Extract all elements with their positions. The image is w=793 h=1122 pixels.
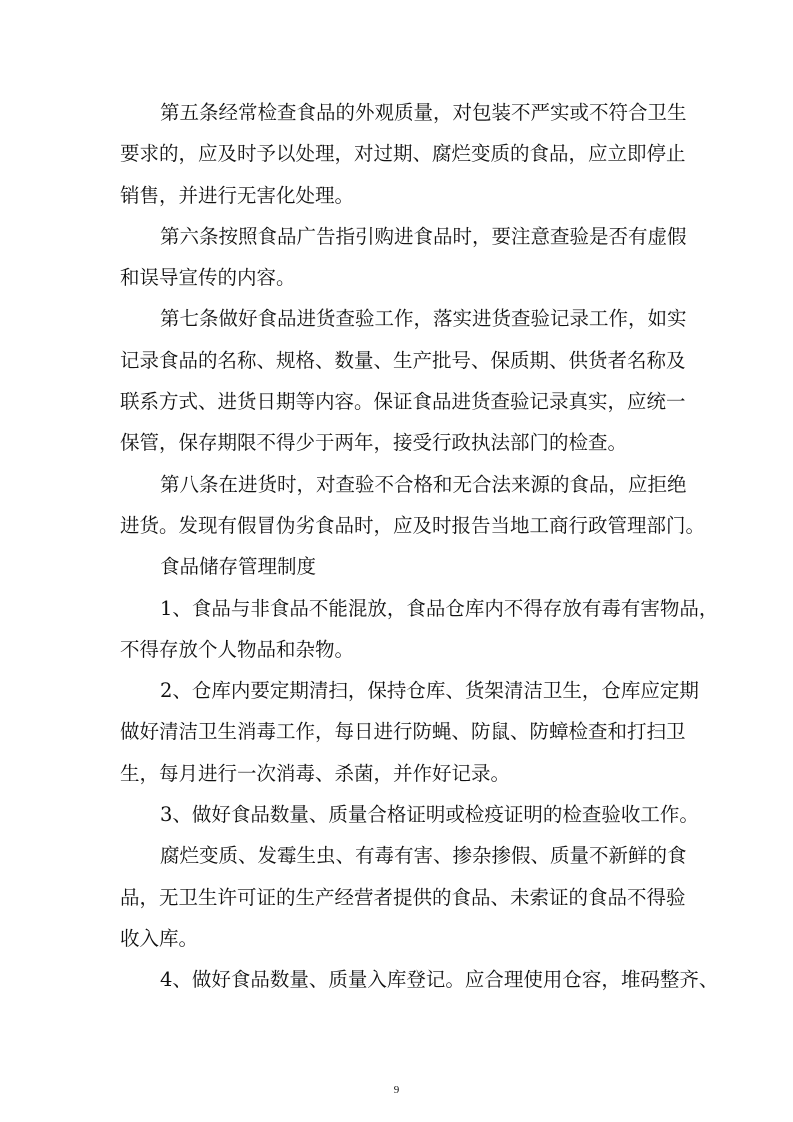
page-number: 9 [393,1084,400,1096]
text-line: 不得存放个人物品和杂物。 [120,637,355,661]
text-line: 1、食品与非食品不能混放，食品仓库内不得存放有毒有害物品， [160,596,719,620]
text-line: 第八条在进货时，对查验不合格和无合法来源的食品，应拒绝 [160,472,687,496]
text-line: 3、做好食品数量、质量合格证明或检疫证明的检查验收工作。 [160,803,699,827]
text-line: 品，无卫生许可证的生产经营者提供的食品、未索证的食品不得验 [120,885,686,909]
text-line: 食品储存管理制度 [160,555,317,579]
text-line: 联系方式、进货日期等内容。保证食品进货查验记录真实，应统一 [120,390,686,414]
text-line: 生，每月进行一次消毒、杀菌，并作好记录。 [120,761,511,785]
text-line: 保管，保存期限不得少于两年，接受行政执法部门的检查。 [120,431,628,455]
text-line: 腐烂变质、发霉生虫、有毒有害、掺杂掺假、质量不新鲜的食 [160,844,687,868]
text-line: 进货。发现有假冒伪劣食品时，应及时报告当地工商行政管理部门。 [120,513,706,537]
body-text [120,92,719,1001]
text-line: 第七条做好食品进货查验工作，落实进货查验记录工作，如实 [160,307,687,331]
text-line: 第五条经常检查食品的外观质量，对包装不严实或不符合卫生 [160,101,687,124]
text-line: 记录食品的名称、规格、数量、生产批号、保质期、供货者名称及 [120,348,686,372]
text-line: 4、做好食品数量、质量入库登记。应合理使用仓容，堆码整齐、 [160,968,719,992]
text-line: 销售，并进行无害化处理。 [120,183,355,207]
text-line: 2、仓库内要定期清扫，保持仓库、货架清洁卫生，仓库应定期 [160,679,699,703]
text-line: 收入库。 [120,926,199,950]
text-line: 做好清洁卫生消毒工作，每日进行防蝇、防鼠、防蟑检查和打扫卫 [120,720,686,744]
text-line: 第六条按照食品广告指引购进食品时，要注意查验是否有虚假 [160,224,687,248]
text-line: 和误导宣传的内容。 [120,266,296,290]
text-line: 要求的，应及时予以处理，对过期、腐烂变质的食品，应立即停止 [120,142,686,166]
